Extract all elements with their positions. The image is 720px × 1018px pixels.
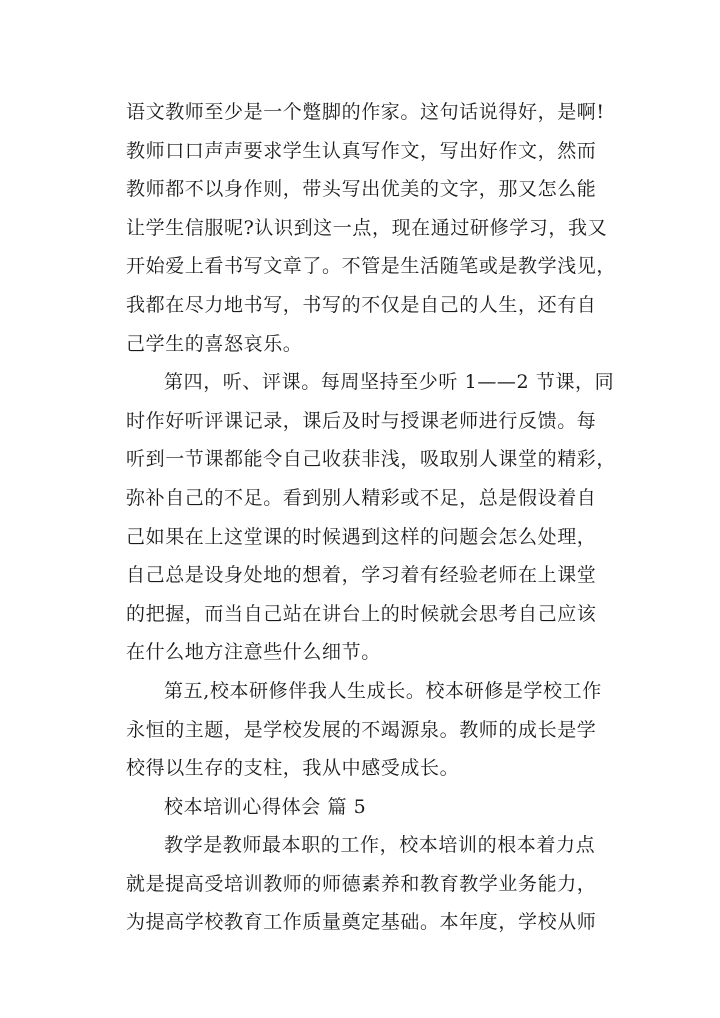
text-line: 永恒的主题，是学校发展的不竭源泉。教师的成长是学	[126, 718, 597, 741]
text-line: 自己总是设身处地的想着，学习着有经验老师在上课堂	[126, 564, 597, 587]
text-line: 为提高学校教育工作质量奠定基础。本年度，学校从师	[126, 911, 597, 934]
text-line: 己学生的喜怒哀乐。	[126, 332, 303, 355]
text-line: 教师口口声声要求学生认真写作文，写出好作文，然而	[126, 139, 597, 162]
text-line: 己如果在上这堂课的时候遇到这样的问题会怎么处理，	[126, 525, 597, 548]
text-line: 就是提高受培训教师的师德素养和教育教学业务能力，	[126, 872, 597, 895]
text-line: 让学生信服呢?认识到这一点，现在通过研修学习，我又	[126, 216, 608, 239]
text-line: 在什么地方注意些什么细节。	[126, 641, 381, 664]
text-line: 弥补自己的不足。看到别人精彩或不足，总是假设着自	[126, 486, 597, 509]
text-line: 我都在尽力地书写，书写的不仅是自己的人生，还有自	[126, 293, 597, 316]
text-line: 第五,校本研修伴我人生成长。校本研修是学校工作	[164, 679, 602, 702]
text-line: 开始爱上看书写文章了。不管是生活随笔或是教学浅见，	[126, 255, 617, 278]
text-line: 第四，听、评课。每周坚持至少听 1——2 节课，同	[164, 371, 615, 394]
section-heading: 校本培训心得体会 篇 5	[164, 795, 367, 818]
text-line: 教师都不以身作则，带头写出优美的文字，那又怎么能	[126, 178, 597, 201]
text-line: 的把握，而当自己站在讲台上的时候就会思考自己应该	[126, 602, 597, 625]
paragraph-3	[126, 672, 606, 788]
paragraph-1	[126, 93, 617, 363]
text-line: 教学是教师最本职的工作，校本培训的根本着力点	[164, 834, 596, 857]
text-line: 校得以生存的支柱，我从中感受成长。	[126, 757, 460, 780]
paragraph-4	[126, 826, 606, 942]
text-line: 时作好听评课记录，课后及时与授课老师进行反馈。每	[126, 409, 597, 432]
text-line: 语文教师至少是一个蹩脚的作家。这句话说得好，是啊!	[126, 101, 605, 123]
paragraph-2	[126, 363, 617, 672]
text-line: 听到一节课都能令自己收获非浅，吸取别人课堂的精彩，	[126, 448, 617, 471]
document-body	[126, 93, 617, 942]
